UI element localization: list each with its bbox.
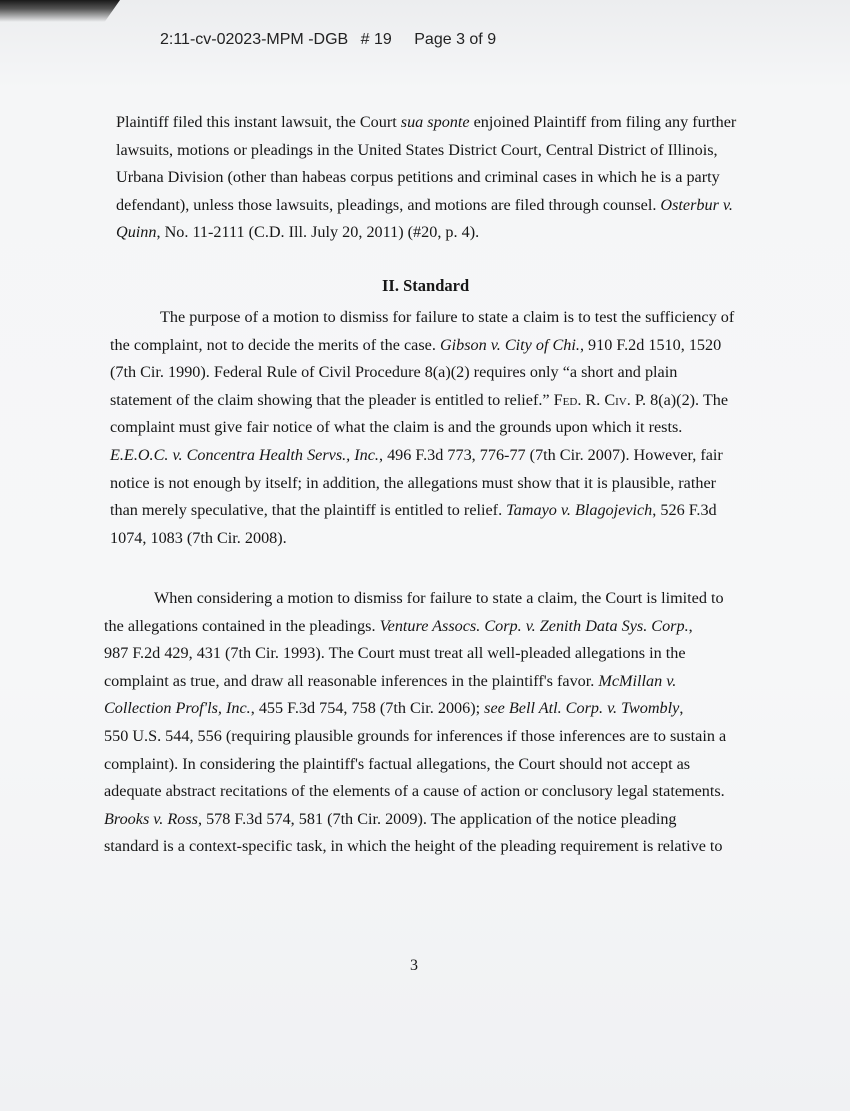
page-number: 3 — [410, 957, 418, 974]
text-line: Collection Prof'ls, Inc., 455 F.3d 754, 758 (7th Cir. 2006); see Bell Atl. Corp. v. Twombly, — [104, 699, 684, 718]
text-line: complaint). In considering the plaintiff's factual allegations, the Court should not accept as — [104, 754, 691, 773]
text-line: lawsuits, motions or pleadings in the United States District Court, Central District of Illinois, — [116, 140, 718, 159]
paragraph-injunction — [116, 109, 736, 247]
bleed-through — [245, 250, 249, 268]
text-line: When considering a motion to dismiss for failure to state a claim, the Court is limited to — [154, 589, 724, 607]
paragraph-standard — [110, 304, 734, 552]
text-line: Quinn, No. 11-2111 (C.D. Ill. July 20, 2011) (#20, p. 4). — [116, 223, 480, 242]
text-line: complaint must give fair notice of what the claim is and the grounds upon which it rests. — [110, 418, 683, 437]
text-line: statement of the claim showing that the pleader is entitled to relief.” Fed. R. Civ. P. 8(a)(2). The — [110, 390, 729, 409]
scan-corner-shadow — [0, 0, 120, 22]
text-line: Urbana Division (other than habeas corpus petitions and criminal cases in which he is a party — [116, 168, 720, 187]
case-number: 2:11-cv-02023-MPM -DGB — [160, 31, 349, 48]
text-line: 987 F.2d 429, 431 (7th Cir. 1993). The Court must treat all well-pleaded allegations in the — [104, 644, 686, 663]
text-line: E.E.O.C. v. Concentra Health Servs., Inc., 496 F.3d 773, 776-77 (7th Cir. 2007). However, fair — [110, 445, 723, 464]
text-line: defendant), unless those lawsuits, pleadings, and motions are filed through counsel. Osterbur v. — [116, 195, 733, 214]
section-heading: II. Standard — [382, 276, 470, 295]
text-line: Plaintiff filed this instant lawsuit, the Court sua sponte enjoined Plaintiff from filing any further — [116, 113, 737, 131]
text-line: (7th Cir. 1990). Federal Rule of Civil Procedure 8(a)(2) requires only “a short and plain — [110, 363, 678, 382]
text-line: than merely speculative, that the plaintiff is entitled to relief. Tamayo v. Blagojevich, 526 F.3d — [110, 501, 717, 520]
document-number: # 19 — [360, 31, 392, 48]
text-line: The purpose of a motion to dismiss for failure to state a claim is to test the sufficiency of — [160, 308, 735, 326]
text-line: the complaint, not to decide the merits of the case. Gibson v. City of Chi., 910 F.2d 1510, 1520 — [110, 335, 722, 354]
text-line: notice is not enough by itself; in addition, the allegations must show that it is plausible, rather — [110, 473, 717, 492]
text-line: complaint as true, and draw all reasonable inferences in the plaintiff's favor. McMillan v. — [104, 671, 677, 690]
case-header — [160, 31, 496, 49]
page-info: Page 3 of 9 — [414, 31, 497, 48]
text-line: Brooks v. Ross, 578 F.3d 574, 581 (7th Cir. 2009). The application of the notice pleading — [104, 809, 677, 828]
text-line: adequate abstract recitations of the elements of a cause of action or conclusory legal statements. — [104, 782, 725, 801]
text-line: standard is a context-specific task, in which the height of the pleading requirement is relative to — [104, 837, 723, 856]
text-line: 550 U.S. 544, 556 (requiring plausible grounds for inferences if those inferences are to sustain a — [104, 726, 727, 745]
paragraph-motion-to-dismiss — [104, 585, 726, 861]
text-line: the allegations contained in the pleadings. Venture Assocs. Corp. v. Zenith Data Sys. Corp., — [104, 616, 693, 635]
text-line: 1074, 1083 (7th Cir. 2008). — [110, 528, 287, 547]
